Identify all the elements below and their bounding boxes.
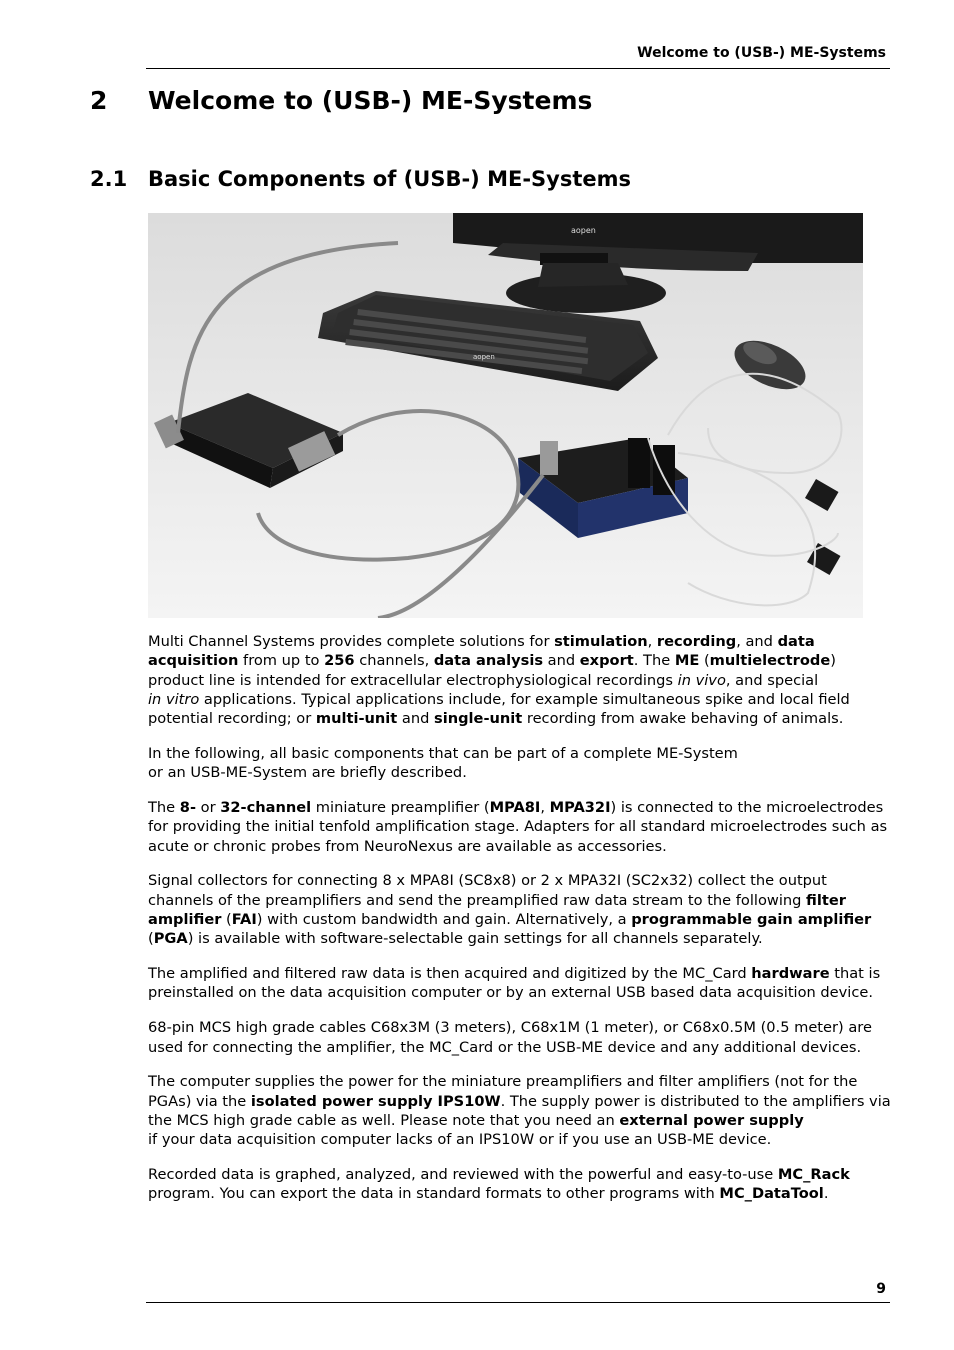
body-text bbox=[148, 632, 892, 1219]
paragraph-preamplifier: The 8- or 32-channel miniature preamplifier (MPA8I, MPA32I) is connected to the microelectrodes for providing the initial tenfold amplification stage. Adapters for all standard microelectrodes such as acute or chronic probes from NeuroNexus are available as accessories. bbox=[148, 799, 888, 855]
page-number: 9 bbox=[876, 1281, 886, 1297]
paragraph-hardware: The amplified and filtered raw data is then acquired and digitized by the MC_Card hardware that is preinstalled on the data acquisition computer or by an external USB based data acquisition device. bbox=[148, 965, 881, 1002]
paragraph-cables: 68-pin MCS high grade cables C68x3M (3 meters), C68x1M (1 meter), or C68x0.5M (0.5 meter) are used for connecting the amplifier, the MC_Card or the USB-ME device and any additional devices. bbox=[148, 1019, 872, 1056]
monitor-brand-label: aopen bbox=[571, 226, 596, 235]
keyboard-brand-label: aopen bbox=[473, 353, 495, 361]
chapter-heading bbox=[90, 86, 592, 115]
section-title: Basic Components of (USB-) ME-Systems bbox=[148, 167, 632, 191]
system-photo bbox=[148, 213, 863, 618]
section-heading bbox=[90, 167, 631, 191]
paragraph-power-supply: The computer supplies the power for the miniature preamplifiers and filter amplifiers (not for the PGAs) via the isolated power supply IPS10W. The supply power is distributed to the amplifiers via the MCS high grade cable as well. Please note that you need an external power supply if your data acquisition computer lacks of an IPS10W or if you use an USB-ME device. bbox=[148, 1073, 891, 1149]
header-rule bbox=[146, 68, 890, 69]
section-number: 2.1 bbox=[90, 167, 128, 191]
running-header: Welcome to (USB-) ME-Systems bbox=[637, 45, 886, 61]
paragraph-intro: Multi Channel Systems provides complete solutions for stimulation, recording, and data acquisition from up to 256 channels, data analysis and export. The ME (multielectrode) product line is intended for extracellular electrophysiological recordings in vivo, and special in vitro applications. Typical applications include, for example simultaneous spike and local field potential recording; or multi-unit and single-unit recording from awake behaving of animals. bbox=[148, 633, 850, 728]
paragraph-software: Recorded data is graphed, analyzed, and reviewed with the powerful and easy-to-use MC_Rack program. You can export the data in standard formats to other programs with MC_DataTool. bbox=[148, 1166, 850, 1203]
paragraph-signal-collectors: Signal collectors for connecting 8 x MPA8I (SC8x8) or 2 x MPA32I (SC2x32) collect the output channels of the preamplifiers and send the preamplified raw data stream to the following filter amplifier (FAI) with custom bandwidth and gain. Alternatively, a programmable gain amplifier (PGA) is available with software-selectable gain settings for all channels separately. bbox=[148, 872, 872, 948]
footer-rule bbox=[146, 1302, 890, 1303]
paragraph-overview: In the following, all basic components that can be part of a complete ME-System or an USB-ME-System are briefly described. bbox=[148, 744, 738, 782]
chapter-title: Welcome to (USB-) ME-Systems bbox=[148, 86, 593, 115]
chapter-number: 2 bbox=[90, 86, 108, 115]
